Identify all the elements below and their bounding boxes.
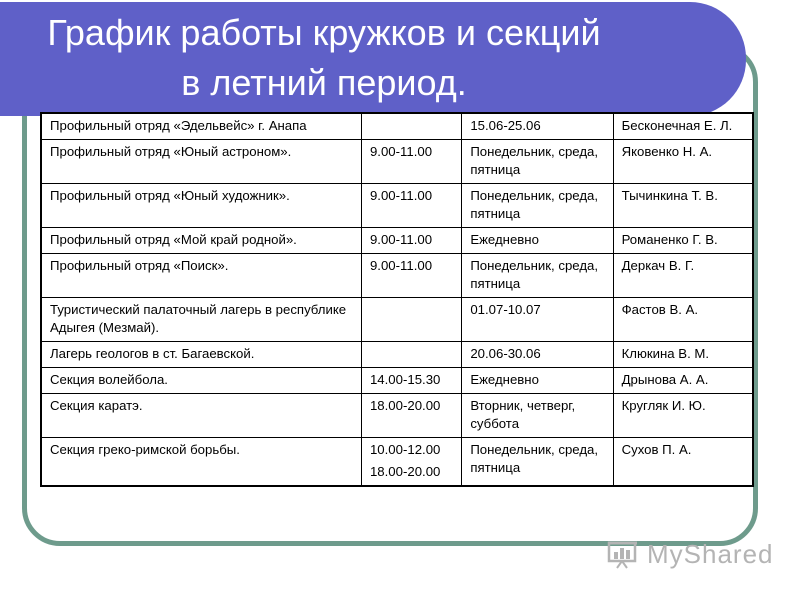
days-cell: Понедельник, среда, пятница (462, 254, 613, 298)
time-cell (361, 140, 461, 184)
leader-cell: Бесконечная Е. Л. (613, 113, 753, 140)
table-row (41, 394, 753, 438)
table-row (41, 228, 753, 254)
title-line-2: в летний период. (181, 62, 467, 103)
time-value: 9.00-11.00 (369, 232, 433, 247)
time-cell (361, 368, 461, 394)
leader-cell: Кругляк И. Ю. (613, 394, 753, 438)
time-value: 9.00-11.00 (369, 188, 433, 203)
time-cell (361, 184, 461, 228)
days-cell: Понедельник, среда, пятница (462, 438, 613, 487)
time-value: 9.00-11.00 (369, 144, 433, 159)
days-cell: Ежедневно (462, 228, 613, 254)
table-row (41, 140, 753, 184)
time-cell (361, 298, 461, 342)
table-row (41, 438, 753, 487)
table-row (41, 184, 753, 228)
schedule-table (40, 112, 754, 487)
leader-cell: Романенко Г. В. (613, 228, 753, 254)
watermark (607, 536, 774, 572)
title-line-1: График работы кружков и секций (47, 12, 601, 53)
time-cell (361, 254, 461, 298)
days-cell: 15.06-25.06 (462, 113, 613, 140)
table-row (41, 298, 753, 342)
activity-name-cell: Секция греко-римской борьбы. (41, 438, 361, 487)
time-value: 18.00-20.00 (369, 464, 441, 479)
activity-name-cell: Лагерь геологов в ст. Багаевской. (41, 342, 361, 368)
activity-name-cell: Профильный отряд «Эдельвейс» г. Анапа (41, 113, 361, 140)
days-cell: Понедельник, среда, пятница (462, 140, 613, 184)
time-value: 9.00-11.00 (369, 258, 433, 273)
activity-name-cell: Профильный отряд «Поиск». (41, 254, 361, 298)
leader-cell: Сухов П. А. (613, 438, 753, 487)
days-cell: 20.06-30.06 (462, 342, 613, 368)
activity-name-cell: Секция волейбола. (41, 368, 361, 394)
leader-cell: Фастов В. А. (613, 298, 753, 342)
leader-cell: Тычинкина Т. В. (613, 184, 753, 228)
table-row (41, 113, 753, 140)
activity-name-cell: Секция каратэ. (41, 394, 361, 438)
days-cell: Понедельник, среда, пятница (462, 184, 613, 228)
time-cell (361, 438, 461, 487)
leader-cell: Яковенко Н. А. (613, 140, 753, 184)
days-cell: Вторник, четверг, суббота (462, 394, 613, 438)
time-value: 10.00-12.00 (369, 442, 441, 457)
leader-cell: Деркач В. Г. (613, 254, 753, 298)
schedule-table-body (41, 113, 753, 486)
time-value: 14.00-15.30 (369, 372, 441, 387)
table-row (41, 342, 753, 368)
activity-name-cell: Профильный отряд «Мой край родной». (41, 228, 361, 254)
watermark-text: MyShared (647, 538, 774, 569)
leader-cell: Дрынова А. А. (613, 368, 753, 394)
title-banner (0, 2, 746, 116)
time-cell (361, 228, 461, 254)
table-row (41, 254, 753, 298)
time-cell (361, 113, 461, 140)
time-cell (361, 342, 461, 368)
time-value: 18.00-20.00 (369, 398, 441, 413)
presentation-board-icon (607, 539, 641, 569)
leader-cell: Клюкина В. М. (613, 342, 753, 368)
activity-name-cell: Профильный отряд «Юный художник». (41, 184, 361, 228)
days-cell: Ежедневно (462, 368, 613, 394)
activity-name-cell: Туристический палаточный лагерь в республике Адыгея (Мезмай). (41, 298, 361, 342)
time-cell (361, 394, 461, 438)
activity-name-cell: Профильный отряд «Юный астроном». (41, 140, 361, 184)
table-row (41, 368, 753, 394)
days-cell: 01.07-10.07 (462, 298, 613, 342)
page-title (0, 8, 664, 108)
